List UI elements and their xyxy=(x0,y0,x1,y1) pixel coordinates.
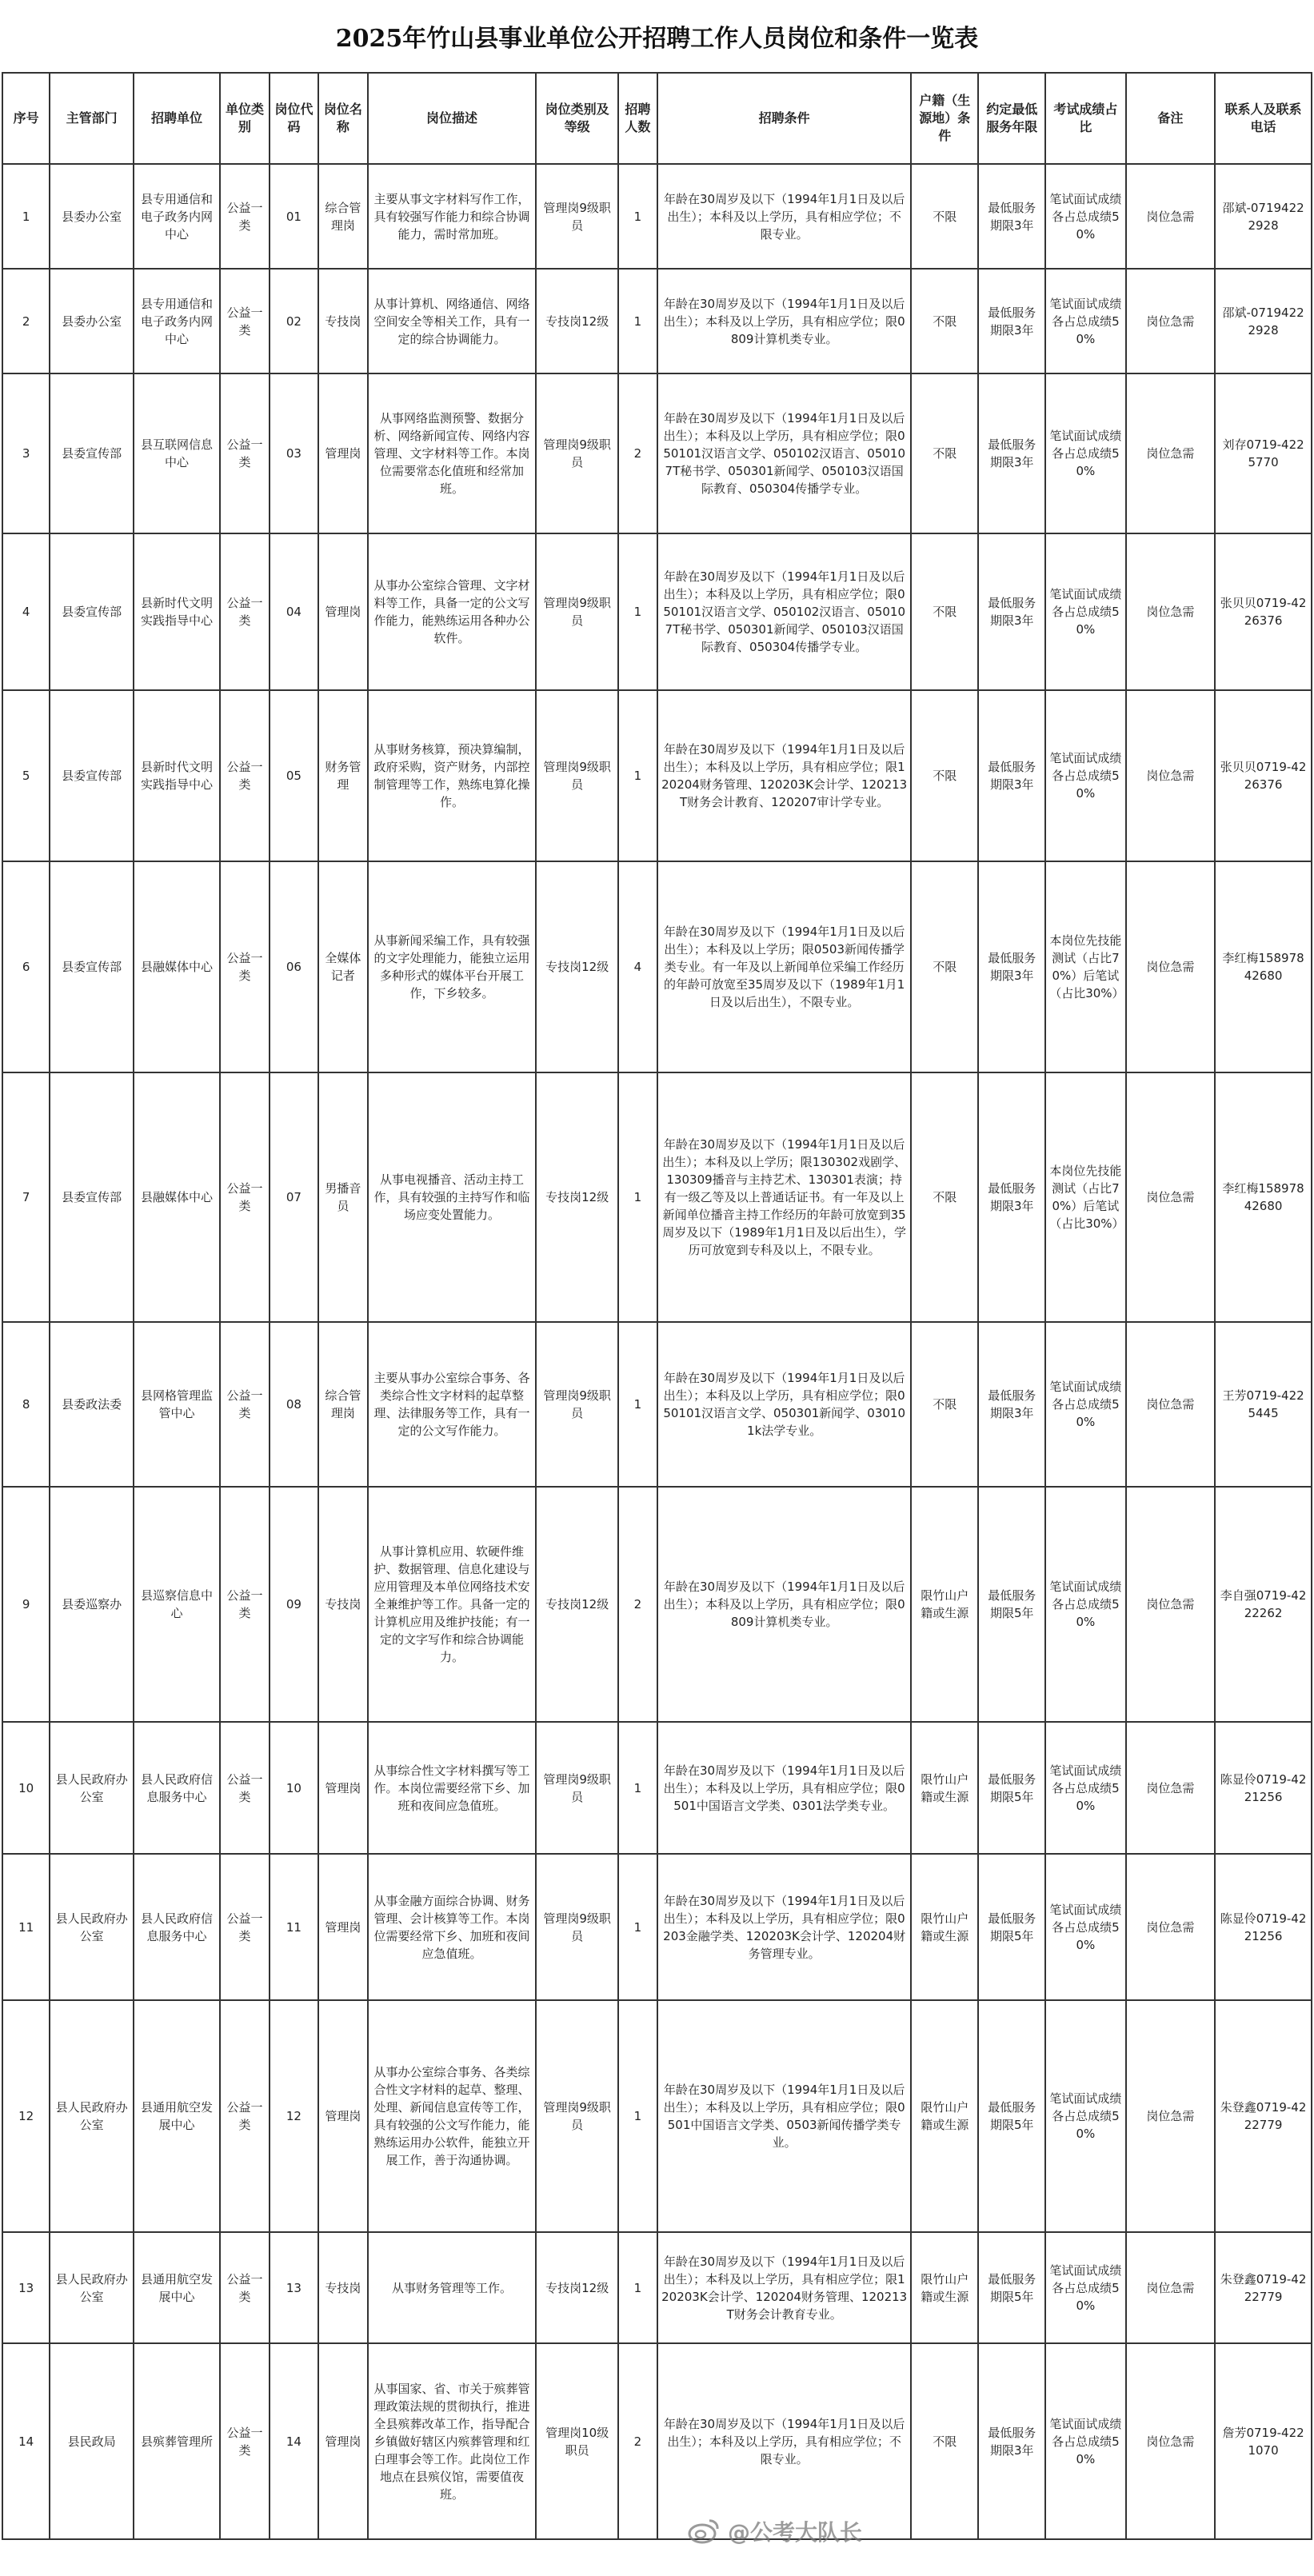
unit-cell: 县巡察信息中心 xyxy=(134,1487,221,1722)
requirements-cell: 年龄在30周岁及以下（1994年1月1日及以后出生）；本科及以上学历，具有相应学位；限0203金融学类、120203K会计学、120204财务管理专业。 xyxy=(657,1854,911,2000)
remark-cell: 岗位急需 xyxy=(1126,2343,1216,2539)
remark-cell: 岗位急需 xyxy=(1126,164,1216,269)
headcount-cell: 1 xyxy=(618,2000,657,2232)
headcount-cell: 1 xyxy=(618,164,657,269)
unit-type-cell: 公益一类 xyxy=(220,2343,269,2539)
score-ratio-cell: 笔试面试成绩各占总成绩50% xyxy=(1045,2232,1125,2343)
score-ratio-cell: 笔试面试成绩各占总成绩50% xyxy=(1045,1854,1125,2000)
service-years-cell: 最低服务期限3年 xyxy=(978,861,1045,1072)
headcount-cell: 2 xyxy=(618,2343,657,2539)
score-ratio-cell: 笔试面试成绩各占总成绩50% xyxy=(1045,164,1125,269)
unit-cell: 县人民政府信息服务中心 xyxy=(134,1722,221,1854)
remark-cell: 岗位急需 xyxy=(1126,690,1216,861)
position-level-cell: 管理岗9级职员 xyxy=(536,1322,617,1487)
row-number: 5 xyxy=(2,690,50,861)
header-cell: 备注 xyxy=(1126,73,1216,164)
position-description-cell: 从事财务核算，预决算编制，政府采购，资产财务，内部控制管理等工作，熟练电算化操作。 xyxy=(368,690,537,861)
headcount-cell: 1 xyxy=(618,1072,657,1322)
unit-cell: 县网格管理监管中心 xyxy=(134,1322,221,1487)
position-description-cell: 从事电视播音、活动主持工作，具有较强的主持写作和临场应变处置能力。 xyxy=(368,1072,537,1322)
header-cell: 岗位名称 xyxy=(318,73,367,164)
unit-type-cell: 公益一类 xyxy=(220,690,269,861)
headcount-cell: 1 xyxy=(618,2232,657,2343)
service-years-cell: 最低服务期限5年 xyxy=(978,1487,1045,1722)
position-name-cell: 综合管理岗 xyxy=(318,1322,367,1487)
score-ratio-cell: 笔试面试成绩各占总成绩50% xyxy=(1045,373,1125,533)
score-ratio-cell: 笔试面试成绩各占总成绩50% xyxy=(1045,1322,1125,1487)
header-cell: 主管部门 xyxy=(50,73,133,164)
department-cell: 县民政局 xyxy=(50,2343,133,2539)
position-code-cell: 05 xyxy=(270,690,318,861)
residency-cell: 不限 xyxy=(911,861,978,1072)
residency-cell: 不限 xyxy=(911,2343,978,2539)
residency-cell: 不限 xyxy=(911,373,978,533)
unit-type-cell: 公益一类 xyxy=(220,2000,269,2232)
requirements-cell: 年龄在30周岁及以下（1994年1月1日及以后出生）；本科及以上学历；限130302戏剧学、130309播音与主持艺术、130301表演；持有一级乙等及以上普通话证书。有一年及以上新闻单位播音主持工作经历的年龄可放宽到35周岁及以下（1989年1月1日及以后出生），学历可放宽到专科及以上，不限专业。 xyxy=(657,1072,911,1322)
position-description-cell: 从事办公室综合事务、各类综合性文字材料的起草、整理、处理、新闻信息宣传等工作，具有较强的公文写作能力，能熟练运用办公软件，能独立开展工作，善于沟通协调。 xyxy=(368,2000,537,2232)
table-row xyxy=(2,690,1312,861)
department-cell: 县委巡察办 xyxy=(50,1487,133,1722)
residency-cell: 不限 xyxy=(911,1072,978,1322)
requirements-cell: 年龄在30周岁及以下（1994年1月1日及以后出生）；本科及以上学历，具有相应学位；限050101汉语言文学、050102汉语言、050107T秘书学、050301新闻学、050103汉语国际教育、050304传播学专业。 xyxy=(657,533,911,690)
requirements-cell: 年龄在30周岁及以下（1994年1月1日及以后出生）；本科及以上学历，具有相应学位；限0809计算机类专业。 xyxy=(657,1487,911,1722)
position-level-cell: 专技岗12级 xyxy=(536,269,617,373)
unit-type-cell: 公益一类 xyxy=(220,1722,269,1854)
score-ratio-cell: 笔试面试成绩各占总成绩50% xyxy=(1045,690,1125,861)
header-cell: 户籍（生源地）条件 xyxy=(911,73,978,164)
position-name-cell: 管理岗 xyxy=(318,2000,367,2232)
position-level-cell: 专技岗12级 xyxy=(536,2232,617,2343)
table-row xyxy=(2,861,1312,1072)
unit-type-cell: 公益一类 xyxy=(220,373,269,533)
unit-type-cell: 公益一类 xyxy=(220,1487,269,1722)
contact-cell: 朱登鑫0719-4222779 xyxy=(1215,2232,1312,2343)
requirements-cell: 年龄在30周岁及以下（1994年1月1日及以后出生）；本科及以上学历，具有相应学位；限120204财务管理、120203K会计学、120213T财务会计教育、120207审计学专业。 xyxy=(657,690,911,861)
table-row xyxy=(2,1854,1312,2000)
residency-cell: 不限 xyxy=(911,164,978,269)
remark-cell: 岗位急需 xyxy=(1126,1072,1216,1322)
contact-cell: 张贝贝0719-4226376 xyxy=(1215,690,1312,861)
position-name-cell: 财务管理 xyxy=(318,690,367,861)
table-row xyxy=(2,1072,1312,1322)
position-code-cell: 01 xyxy=(270,164,318,269)
table-row xyxy=(2,164,1312,269)
requirements-cell: 年龄在30周岁及以下（1994年1月1日及以后出生）；本科及以上学历，具有相应学位；不限专业。 xyxy=(657,2343,911,2539)
position-level-cell: 专技岗12级 xyxy=(536,1487,617,1722)
contact-cell: 陈显伶0719-4221256 xyxy=(1215,1722,1312,1854)
unit-cell: 县新时代文明实践指导中心 xyxy=(134,533,221,690)
department-cell: 县委宣传部 xyxy=(50,1072,133,1322)
score-ratio-cell: 本岗位先技能测试（占比70%）后笔试（占比30%） xyxy=(1045,1072,1125,1322)
department-cell: 县委宣传部 xyxy=(50,373,133,533)
contact-cell: 朱登鑫0719-4222779 xyxy=(1215,2000,1312,2232)
residency-cell: 不限 xyxy=(911,1322,978,1487)
unit-cell: 县互联网信息中心 xyxy=(134,373,221,533)
watermark-text: @公考大队长 xyxy=(728,2519,863,2546)
row-number: 6 xyxy=(2,861,50,1072)
table-row xyxy=(2,533,1312,690)
contact-cell: 刘存0719-4225770 xyxy=(1215,373,1312,533)
position-description-cell: 从事计算机、网络通信、网络空间安全等相关工作，具有一定的综合协调能力。 xyxy=(368,269,537,373)
position-level-cell: 管理岗9级职员 xyxy=(536,533,617,690)
service-years-cell: 最低服务期限3年 xyxy=(978,690,1045,861)
remark-cell: 岗位急需 xyxy=(1126,1322,1216,1487)
position-level-cell: 管理岗9级职员 xyxy=(536,373,617,533)
row-number: 10 xyxy=(2,1722,50,1854)
service-years-cell: 最低服务期限3年 xyxy=(978,533,1045,690)
row-number: 8 xyxy=(2,1322,50,1487)
row-number: 12 xyxy=(2,2000,50,2232)
contact-cell: 李红梅15897842680 xyxy=(1215,861,1312,1072)
requirements-cell: 年龄在30周岁及以下（1994年1月1日及以后出生）；本科及以上学历，具有相应学位；不限专业。 xyxy=(657,164,911,269)
score-ratio-cell: 笔试面试成绩各占总成绩50% xyxy=(1045,1722,1125,1854)
residency-cell: 不限 xyxy=(911,269,978,373)
remark-cell: 岗位急需 xyxy=(1126,2000,1216,2232)
position-description-cell: 从事国家、省、市关于殡葬管理政策法规的贯彻执行，推进全县殡葬改革工作，指导配合乡镇做好辖区内殡葬管理和红白理事会等工作。此岗位工作地点在县殡仪馆，需要值夜班。 xyxy=(368,2343,537,2539)
header-cell: 单位类别 xyxy=(220,73,269,164)
header-cell: 岗位类别及等级 xyxy=(536,73,617,164)
department-cell: 县委办公室 xyxy=(50,164,133,269)
contact-cell: 邵斌-07194222928 xyxy=(1215,269,1312,373)
service-years-cell: 最低服务期限5年 xyxy=(978,1722,1045,1854)
position-code-cell: 14 xyxy=(270,2343,318,2539)
table-row xyxy=(2,1487,1312,1722)
position-name-cell: 男播音员 xyxy=(318,1072,367,1322)
row-number: 2 xyxy=(2,269,50,373)
row-number: 13 xyxy=(2,2232,50,2343)
position-name-cell: 专技岗 xyxy=(318,1487,367,1722)
residency-cell: 限竹山户籍或生源 xyxy=(911,1854,978,2000)
weibo-icon xyxy=(688,2518,720,2545)
position-description-cell: 从事金融方面综合协调、财务管理、会计核算等工作。本岗位需要经常下乡、加班和夜间应急值班。 xyxy=(368,1854,537,2000)
position-name-cell: 管理岗 xyxy=(318,373,367,533)
position-description-cell: 从事综合性文字材料撰写等工作。本岗位需要经常下乡、加班和夜间应急值班。 xyxy=(368,1722,537,1854)
position-code-cell: 13 xyxy=(270,2232,318,2343)
remark-cell: 岗位急需 xyxy=(1126,533,1216,690)
table-row xyxy=(2,2343,1312,2539)
position-name-cell: 全媒体记者 xyxy=(318,861,367,1072)
headcount-cell: 1 xyxy=(618,533,657,690)
header-cell: 序号 xyxy=(2,73,50,164)
headcount-cell: 1 xyxy=(618,1322,657,1487)
table-row xyxy=(2,373,1312,533)
requirements-cell: 年龄在30周岁及以下（1994年1月1日及以后出生）；本科及以上学历；限0503新闻传播学类专业。有一年及以上新闻单位采编工作经历的年龄可放宽至35周岁及以下（1989年1月1日及以后出生），不限专业。 xyxy=(657,861,911,1072)
department-cell: 县人民政府办公室 xyxy=(50,2000,133,2232)
service-years-cell: 最低服务期限3年 xyxy=(978,373,1045,533)
remark-cell: 岗位急需 xyxy=(1126,1722,1216,1854)
header-cell: 招聘人数 xyxy=(618,73,657,164)
header-cell: 考试成绩占比 xyxy=(1045,73,1125,164)
department-cell: 县人民政府办公室 xyxy=(50,1722,133,1854)
unit-type-cell: 公益一类 xyxy=(220,164,269,269)
header-cell: 招聘条件 xyxy=(657,73,911,164)
table-row xyxy=(2,1722,1312,1854)
service-years-cell: 最低服务期限3年 xyxy=(978,269,1045,373)
remark-cell: 岗位急需 xyxy=(1126,269,1216,373)
unit-type-cell: 公益一类 xyxy=(220,861,269,1072)
department-cell: 县人民政府办公室 xyxy=(50,2232,133,2343)
position-level-cell: 管理岗9级职员 xyxy=(536,690,617,861)
score-ratio-cell: 本岗位先技能测试（占比70%）后笔试（占比30%） xyxy=(1045,861,1125,1072)
department-cell: 县人民政府办公室 xyxy=(50,1854,133,2000)
remark-cell: 岗位急需 xyxy=(1126,2232,1216,2343)
position-name-cell: 管理岗 xyxy=(318,533,367,690)
unit-cell: 县新时代文明实践指导中心 xyxy=(134,690,221,861)
score-ratio-cell: 笔试面试成绩各占总成绩50% xyxy=(1045,2343,1125,2539)
position-description-cell: 从事办公室综合管理、文字材料等工作，具备一定的公文写作能力，能熟练运用各种办公软件。 xyxy=(368,533,537,690)
department-cell: 县委宣传部 xyxy=(50,533,133,690)
requirements-cell: 年龄在30周岁及以下（1994年1月1日及以后出生）；本科及以上学历，具有相应学位；限120203K会计学、120204财务管理、120213T财务会计教育专业。 xyxy=(657,2232,911,2343)
residency-cell: 限竹山户籍或生源 xyxy=(911,1487,978,1722)
position-code-cell: 04 xyxy=(270,533,318,690)
table-row xyxy=(2,1322,1312,1487)
position-code-cell: 11 xyxy=(270,1854,318,2000)
requirements-cell: 年龄在30周岁及以下（1994年1月1日及以后出生）；本科及以上学历，具有相应学位；限050101汉语言文学、050301新闻学、030101k法学专业。 xyxy=(657,1322,911,1487)
residency-cell: 限竹山户籍或生源 xyxy=(911,1722,978,1854)
position-name-cell: 专技岗 xyxy=(318,2232,367,2343)
header-cell: 岗位代码 xyxy=(270,73,318,164)
residency-cell: 不限 xyxy=(911,533,978,690)
row-number: 4 xyxy=(2,533,50,690)
header-cell: 岗位描述 xyxy=(368,73,537,164)
position-description-cell: 从事财务管理等工作。 xyxy=(368,2232,537,2343)
score-ratio-cell: 笔试面试成绩各占总成绩50% xyxy=(1045,533,1125,690)
row-number: 1 xyxy=(2,164,50,269)
row-number: 3 xyxy=(2,373,50,533)
unit-cell: 县专用通信和电子政务内网中心 xyxy=(134,269,221,373)
service-years-cell: 最低服务期限3年 xyxy=(978,1322,1045,1487)
residency-cell: 限竹山户籍或生源 xyxy=(911,2232,978,2343)
position-name-cell: 专技岗 xyxy=(318,269,367,373)
header-cell: 招聘单位 xyxy=(134,73,221,164)
contact-cell: 邵斌-07194222928 xyxy=(1215,164,1312,269)
table-header-row xyxy=(2,73,1312,164)
position-code-cell: 08 xyxy=(270,1322,318,1487)
remark-cell: 岗位急需 xyxy=(1126,1487,1216,1722)
row-number: 11 xyxy=(2,1854,50,2000)
headcount-cell: 2 xyxy=(618,1487,657,1722)
unit-cell: 县融媒体中心 xyxy=(134,861,221,1072)
service-years-cell: 最低服务期限3年 xyxy=(978,164,1045,269)
contact-cell: 李自强0719-4222262 xyxy=(1215,1487,1312,1722)
unit-type-cell: 公益一类 xyxy=(220,1072,269,1322)
unit-type-cell: 公益一类 xyxy=(220,269,269,373)
row-number: 9 xyxy=(2,1487,50,1722)
unit-type-cell: 公益一类 xyxy=(220,1322,269,1487)
headcount-cell: 1 xyxy=(618,1722,657,1854)
requirements-cell: 年龄在30周岁及以下（1994年1月1日及以后出生）；本科及以上学历，具有相应学位；限0501中国语言文学类、0301法学类专业。 xyxy=(657,1722,911,1854)
headcount-cell: 4 xyxy=(618,861,657,1072)
contact-cell: 王芳0719-4225445 xyxy=(1215,1322,1312,1487)
unit-cell: 县融媒体中心 xyxy=(134,1072,221,1322)
unit-cell: 县殡葬管理所 xyxy=(134,2343,221,2539)
requirements-cell: 年龄在30周岁及以下（1994年1月1日及以后出生）；本科及以上学历，具有相应学位；限050101汉语言文学、050102汉语言、050107T秘书学、050301新闻学、050103汉语国际教育、050304传播学专业。 xyxy=(657,373,911,533)
unit-cell: 县通用航空发展中心 xyxy=(134,2000,221,2232)
requirements-cell: 年龄在30周岁及以下（1994年1月1日及以后出生）；本科及以上学历，具有相应学位；限0501中国语言文学类、0503新闻传播学类专业。 xyxy=(657,2000,911,2232)
position-description-cell: 主要从事文字材料写作工作，具有较强写作能力和综合协调能力，需时常加班。 xyxy=(368,164,537,269)
watermark xyxy=(688,2511,880,2551)
unit-type-cell: 公益一类 xyxy=(220,2232,269,2343)
remark-cell: 岗位急需 xyxy=(1126,861,1216,1072)
service-years-cell: 最低服务期限3年 xyxy=(978,1072,1045,1322)
contact-cell: 詹芳0719-4221070 xyxy=(1215,2343,1312,2539)
unit-cell: 县人民政府信息服务中心 xyxy=(134,1854,221,2000)
unit-type-cell: 公益一类 xyxy=(220,533,269,690)
row-number: 7 xyxy=(2,1072,50,1322)
residency-cell: 限竹山户籍或生源 xyxy=(911,2000,978,2232)
headcount-cell: 1 xyxy=(618,1854,657,2000)
department-cell: 县委政法委 xyxy=(50,1322,133,1487)
unit-cell: 县通用航空发展中心 xyxy=(134,2232,221,2343)
position-description-cell: 从事计算机应用、软硬件维护、数据管理、信息化建设与应用管理及本单位网络技术安全兼维护等工作。具备一定的计算机应用及维护技能；有一定的文字写作和综合协调能力。 xyxy=(368,1487,537,1722)
position-name-cell: 管理岗 xyxy=(318,1722,367,1854)
unit-cell: 县专用通信和电子政务内网中心 xyxy=(134,164,221,269)
document-title: 2025年竹山县事业单位公开招聘工作人员岗位和条件一览表 xyxy=(335,25,979,53)
score-ratio-cell: 笔试面试成绩各占总成绩50% xyxy=(1045,1487,1125,1722)
table-row xyxy=(2,2000,1312,2232)
service-years-cell: 最低服务期限5年 xyxy=(978,1854,1045,2000)
position-level-cell: 管理岗9级职员 xyxy=(536,2000,617,2232)
position-level-cell: 管理岗9级职员 xyxy=(536,1722,617,1854)
score-ratio-cell: 笔试面试成绩各占总成绩50% xyxy=(1045,269,1125,373)
remark-cell: 岗位急需 xyxy=(1126,1854,1216,2000)
position-code-cell: 03 xyxy=(270,373,318,533)
position-description-cell: 主要从事办公室综合事务、各类综合性文字材料的起草整理、法律服务等工作，具有一定的公文写作能力。 xyxy=(368,1322,537,1487)
position-name-cell: 管理岗 xyxy=(318,1854,367,2000)
unit-type-cell: 公益一类 xyxy=(220,1854,269,2000)
department-cell: 县委办公室 xyxy=(50,269,133,373)
table-row xyxy=(2,2232,1312,2343)
header-cell: 约定最低服务年限 xyxy=(978,73,1045,164)
position-level-cell: 专技岗12级 xyxy=(536,1072,617,1322)
contact-cell: 陈显伶0719-4221256 xyxy=(1215,1854,1312,2000)
service-years-cell: 最低服务期限5年 xyxy=(978,2232,1045,2343)
contact-cell: 李红梅15897842680 xyxy=(1215,1072,1312,1322)
position-name-cell: 综合管理岗 xyxy=(318,164,367,269)
score-ratio-cell: 笔试面试成绩各占总成绩50% xyxy=(1045,2000,1125,2232)
position-description-cell: 从事新闻采编工作，具有较强的文字处理能力，能独立运用多种形式的媒体平台开展工作，下乡较多。 xyxy=(368,861,537,1072)
position-description-cell: 从事网络监测预警、数据分析、网络新闻宣传、网络内容管理、文字材料等工作。本岗位需要常态化值班和经常加班。 xyxy=(368,373,537,533)
headcount-cell: 1 xyxy=(618,269,657,373)
row-number: 14 xyxy=(2,2343,50,2539)
position-level-cell: 管理岗10级职员 xyxy=(536,2343,617,2539)
position-level-cell: 管理岗9级职员 xyxy=(536,1854,617,2000)
requirements-cell: 年龄在30周岁及以下（1994年1月1日及以后出生）；本科及以上学历，具有相应学位；限0809计算机类专业。 xyxy=(657,269,911,373)
position-code-cell: 02 xyxy=(270,269,318,373)
position-code-cell: 10 xyxy=(270,1722,318,1854)
position-name-cell: 管理岗 xyxy=(318,2343,367,2539)
position-code-cell: 09 xyxy=(270,1487,318,1722)
position-code-cell: 07 xyxy=(270,1072,318,1322)
service-years-cell: 最低服务期限3年 xyxy=(978,2343,1045,2539)
header-cell: 联系人及联系电话 xyxy=(1215,73,1312,164)
table-row xyxy=(2,269,1312,373)
service-years-cell: 最低服务期限5年 xyxy=(978,2000,1045,2232)
positions-table xyxy=(2,72,1312,2540)
headcount-cell: 2 xyxy=(618,373,657,533)
position-level-cell: 专技岗12级 xyxy=(536,861,617,1072)
headcount-cell: 1 xyxy=(618,690,657,861)
residency-cell: 不限 xyxy=(911,690,978,861)
department-cell: 县委宣传部 xyxy=(50,861,133,1072)
remark-cell: 岗位急需 xyxy=(1126,373,1216,533)
contact-cell: 张贝贝0719-4226376 xyxy=(1215,533,1312,690)
position-code-cell: 06 xyxy=(270,861,318,1072)
department-cell: 县委宣传部 xyxy=(50,690,133,861)
position-code-cell: 12 xyxy=(270,2000,318,2232)
position-level-cell: 管理岗9级职员 xyxy=(536,164,617,269)
